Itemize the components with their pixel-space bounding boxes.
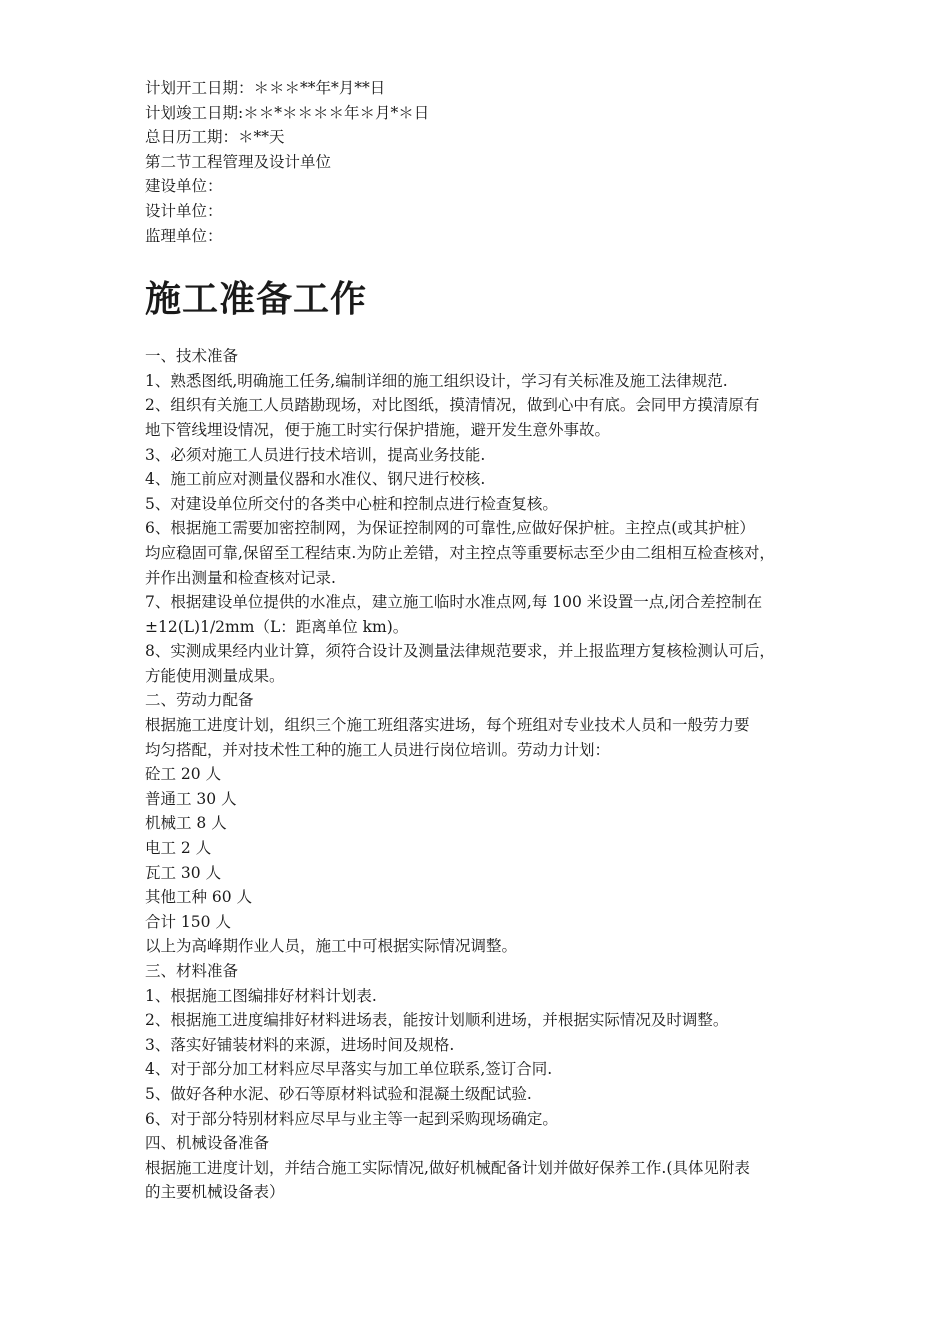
material-item: 2、根据施工进度编排好材料进场表，能按计划顺利进场，并根据实际情况及时调整。 xyxy=(145,1011,729,1030)
worker-count: 普通工 30 人 xyxy=(145,789,237,808)
worker-count: 瓦工 30 人 xyxy=(145,863,222,882)
document-page xyxy=(145,76,825,1205)
tech-item: ±12(L)1/2mm（L：距离单位 km)。 xyxy=(145,617,409,636)
worker-count: 砼工 20 人 xyxy=(145,765,222,784)
builder-unit: 建设单位： xyxy=(145,177,223,196)
material-item: 5、做好各种水泥、砂石等原材料试验和混凝土级配试验. xyxy=(145,1084,532,1103)
total-calendar-days: 总日历工期：＊**天 xyxy=(145,128,285,147)
labor-intro: 根据施工进度计划，组织三个施工班组落实进场，每个班组对专业技术人员和一般劳力要 xyxy=(145,716,750,735)
tech-item: 5、对建设单位所交付的各类中心桩和控制点进行检查复核。 xyxy=(145,494,558,513)
tech-item: 3、必须对施工人员进行技术培训，提高业务技能. xyxy=(145,445,486,464)
tech-item: 均应稳固可靠,保留至工程结束.为防止差错，对主控点等重要标志至少由二组相互检查核对， xyxy=(145,543,775,562)
material-item: 1、根据施工图编排好材料计划表. xyxy=(145,986,377,1005)
main-heading: 施工准备工作 xyxy=(145,278,368,321)
material-item: 4、对于部分加工材料应尽早落实与加工单位联系,签订合同. xyxy=(145,1060,553,1079)
material-preparation xyxy=(145,959,825,1131)
machine-preparation xyxy=(145,1131,825,1205)
machine-text: 的主要机械设备表） xyxy=(145,1183,285,1202)
tech-title: 一、技术准备 xyxy=(145,347,239,366)
tech-item: 方能使用测量成果。 xyxy=(145,666,285,685)
machine-title: 四、机械设备准备 xyxy=(145,1134,270,1153)
tech-item: 1、熟悉图纸,明确施工任务,编制详细的施工组织设计，学习有关标准及施工法律规范. xyxy=(145,371,728,390)
tech-item: 7、根据建设单位提供的水准点，建立施工临时水准点网,每 100 米设置一点,闭合差控制在 xyxy=(145,593,763,612)
material-item: 3、落实好铺装材料的来源，进场时间及规格. xyxy=(145,1035,455,1054)
tech-item: 6、根据施工需要加密控制网，为保证控制网的可靠性,应做好保护桩。主控点(或其护桩） xyxy=(145,519,755,538)
worker-count: 其他工种 60 人 xyxy=(145,888,253,907)
worker-total: 合计 150 人 xyxy=(145,912,231,931)
tech-item: 地下管线埋设情况，便于施工时实行保护措施，避开发生意外事故。 xyxy=(145,420,611,439)
labor-allocation xyxy=(145,688,825,959)
material-title: 三、材料准备 xyxy=(145,962,239,980)
labor-intro: 均匀搭配，并对技术性工种的施工人员进行岗位培训。劳动力计划： xyxy=(145,740,611,759)
tech-item: 8、实测成果经内业计算，须符合设计及测量法律规范要求，并上报监理方复核检测认可后， xyxy=(145,642,775,661)
planned-end-date: 计划竣工日期:＊＊*＊＊＊＊年＊月*＊日 xyxy=(145,103,430,122)
supervisor-unit: 监理单位： xyxy=(145,226,223,245)
labor-title: 二、劳动力配备 xyxy=(145,691,254,710)
tech-preparation xyxy=(145,344,825,688)
project-info xyxy=(145,76,825,248)
designer-unit: 设计单位： xyxy=(145,201,223,220)
section-title: 第二节工程管理及设计单位 xyxy=(145,152,332,171)
tech-item: 2、组织有关施工人员踏勘现场，对比图纸，摸清情况，做到心中有底。会同甲方摸清原有 xyxy=(145,396,760,415)
worker-count: 电工 2 人 xyxy=(145,839,212,858)
material-item: 6、对于部分特别材料应尽早与业主等一起到采购现场确定。 xyxy=(145,1109,558,1128)
machine-text: 根据施工进度计划，并结合施工实际情况,做好机械配备计划并做好保养工作.(具体见附表 xyxy=(145,1158,750,1177)
tech-item: 4、施工前应对测量仪器和水准仪、钢尺进行校核. xyxy=(145,470,486,489)
planned-start-date: 计划开工日期：＊＊＊**年*月**日 xyxy=(145,79,386,97)
tech-item: 并作出测量和检查核对记录. xyxy=(145,568,336,587)
labor-note: 以上为高峰期作业人员，施工中可根据实际情况调整。 xyxy=(145,937,518,956)
worker-count: 机械工 8 人 xyxy=(145,814,227,833)
